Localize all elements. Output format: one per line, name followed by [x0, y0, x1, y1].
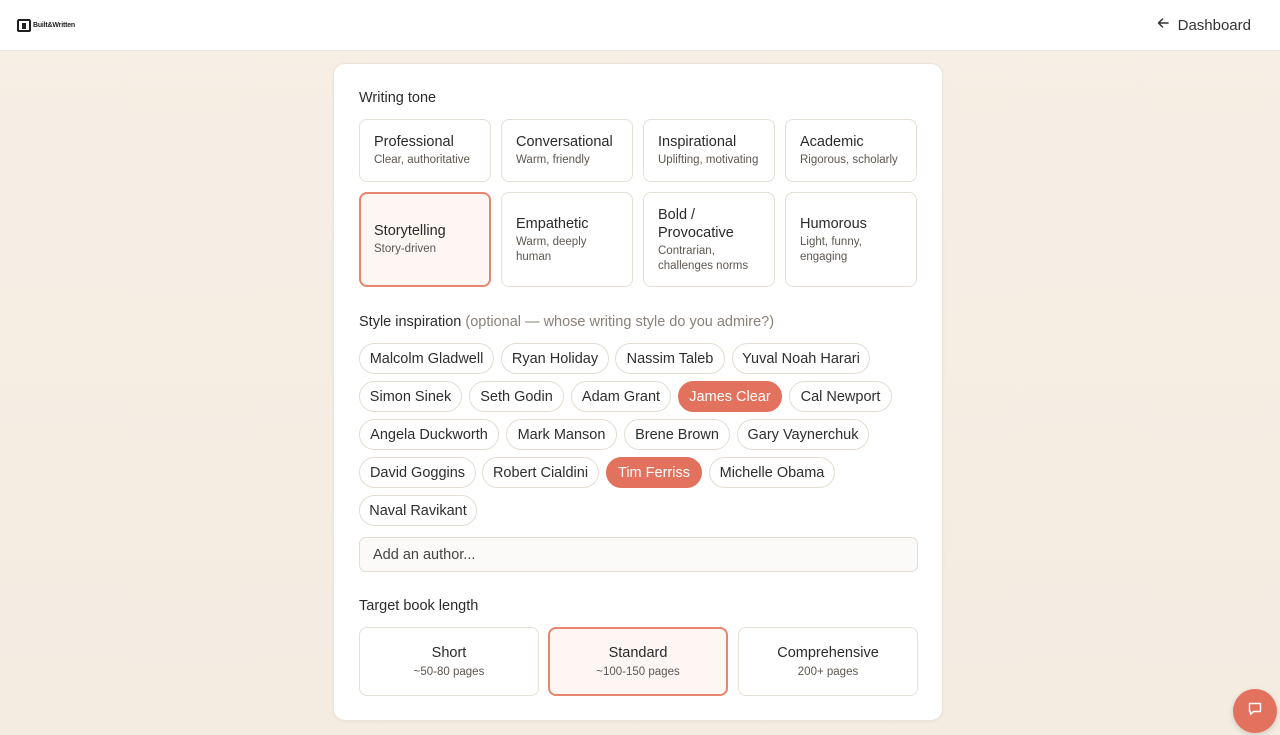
- author-chip-selected[interactable]: James Clear: [678, 381, 782, 412]
- tone-desc: Contrarian, challenges norms: [658, 245, 749, 272]
- chat-button[interactable]: [1233, 689, 1277, 733]
- author-chip[interactable]: Gary Vaynerchuk: [737, 419, 869, 450]
- tone-desc: Warm, deeply human: [516, 236, 587, 263]
- length-short[interactable]: [359, 627, 539, 696]
- author-chip[interactable]: Seth Godin: [469, 381, 564, 412]
- author-chip[interactable]: Robert Cialdini: [482, 457, 599, 488]
- length-name: Short: [431, 645, 467, 661]
- tone-academic[interactable]: [785, 119, 917, 182]
- length-name: Comprehensive: [777, 645, 879, 661]
- book-length-title: Target book length: [359, 598, 479, 614]
- tone-desc: Uplifting, motivating: [658, 154, 759, 167]
- tone-empathetic[interactable]: [501, 192, 633, 287]
- tone-desc: Warm, friendly: [516, 154, 590, 167]
- tone-desc: Clear, authoritative: [374, 154, 470, 167]
- length-name: Standard: [608, 645, 668, 661]
- tone-name: Storytelling: [374, 223, 446, 240]
- tone-name: Professional: [374, 134, 454, 151]
- author-chip[interactable]: Cal Newport: [789, 381, 892, 412]
- style-inspiration-subtitle: (optional — whose writing style do you admire?): [465, 314, 775, 330]
- tone-humorous[interactable]: [785, 192, 917, 287]
- author-chip[interactable]: Yuval Noah Harari: [732, 343, 870, 374]
- tone-desc: Light, funny, engaging: [800, 236, 862, 263]
- writing-tone-title: Writing tone: [359, 90, 437, 106]
- author-chip[interactable]: Angela Duckworth: [359, 419, 499, 450]
- tone-name: Inspirational: [658, 134, 737, 151]
- length-comprehensive[interactable]: [738, 627, 918, 696]
- tone-professional[interactable]: [359, 119, 491, 182]
- style-inspiration-title: Style inspiration: [359, 314, 462, 330]
- dashboard-label: Dashboard: [1177, 16, 1251, 34]
- author-chip-selected[interactable]: Tim Ferriss: [606, 457, 702, 488]
- tone-inspirational[interactable]: [643, 119, 775, 182]
- author-chip[interactable]: Mark Manson: [506, 419, 617, 450]
- tone-name: Humorous: [800, 216, 867, 232]
- tone-name: Academic: [800, 134, 864, 151]
- tone-name: Empathetic: [516, 216, 589, 232]
- tone-storytelling[interactable]: [359, 192, 491, 287]
- dashboard-link[interactable]: [1156, 16, 1251, 34]
- tone-name: Bold / Provocative: [658, 207, 734, 241]
- tone-conversational[interactable]: [501, 119, 633, 182]
- author-chip[interactable]: David Goggins: [359, 457, 476, 488]
- tone-name: Conversational: [516, 134, 613, 151]
- settings-card: [333, 63, 943, 721]
- chat-icon: [1247, 701, 1263, 722]
- add-author-input[interactable]: [359, 537, 918, 572]
- tone-bold-provocative[interactable]: [643, 192, 775, 287]
- author-chip[interactable]: Nassim Taleb: [615, 343, 725, 374]
- arrow-left-icon: [1156, 16, 1170, 34]
- style-inspiration-heading: [359, 314, 774, 330]
- author-chip[interactable]: Michelle Obama: [709, 457, 835, 488]
- length-standard[interactable]: [548, 627, 728, 696]
- author-chip[interactable]: Adam Grant: [571, 381, 671, 412]
- author-chip[interactable]: Ryan Holiday: [501, 343, 609, 374]
- length-desc: 200+ pages: [797, 666, 859, 678]
- logo-text: Built&Written: [33, 21, 75, 29]
- logo-mark-icon: [17, 19, 31, 32]
- author-chip[interactable]: Naval Ravikant: [359, 495, 477, 526]
- author-chip[interactable]: Simon Sinek: [359, 381, 462, 412]
- length-desc: ~100-150 pages: [596, 666, 680, 678]
- length-desc: ~50-80 pages: [413, 666, 485, 678]
- tone-desc: Rigorous, scholarly: [800, 154, 898, 167]
- author-chip[interactable]: Brene Brown: [624, 419, 730, 450]
- tone-desc: Story-driven: [374, 243, 436, 256]
- author-chip[interactable]: Malcolm Gladwell: [359, 343, 494, 374]
- logo[interactable]: [17, 19, 75, 32]
- top-bar: [0, 0, 1280, 51]
